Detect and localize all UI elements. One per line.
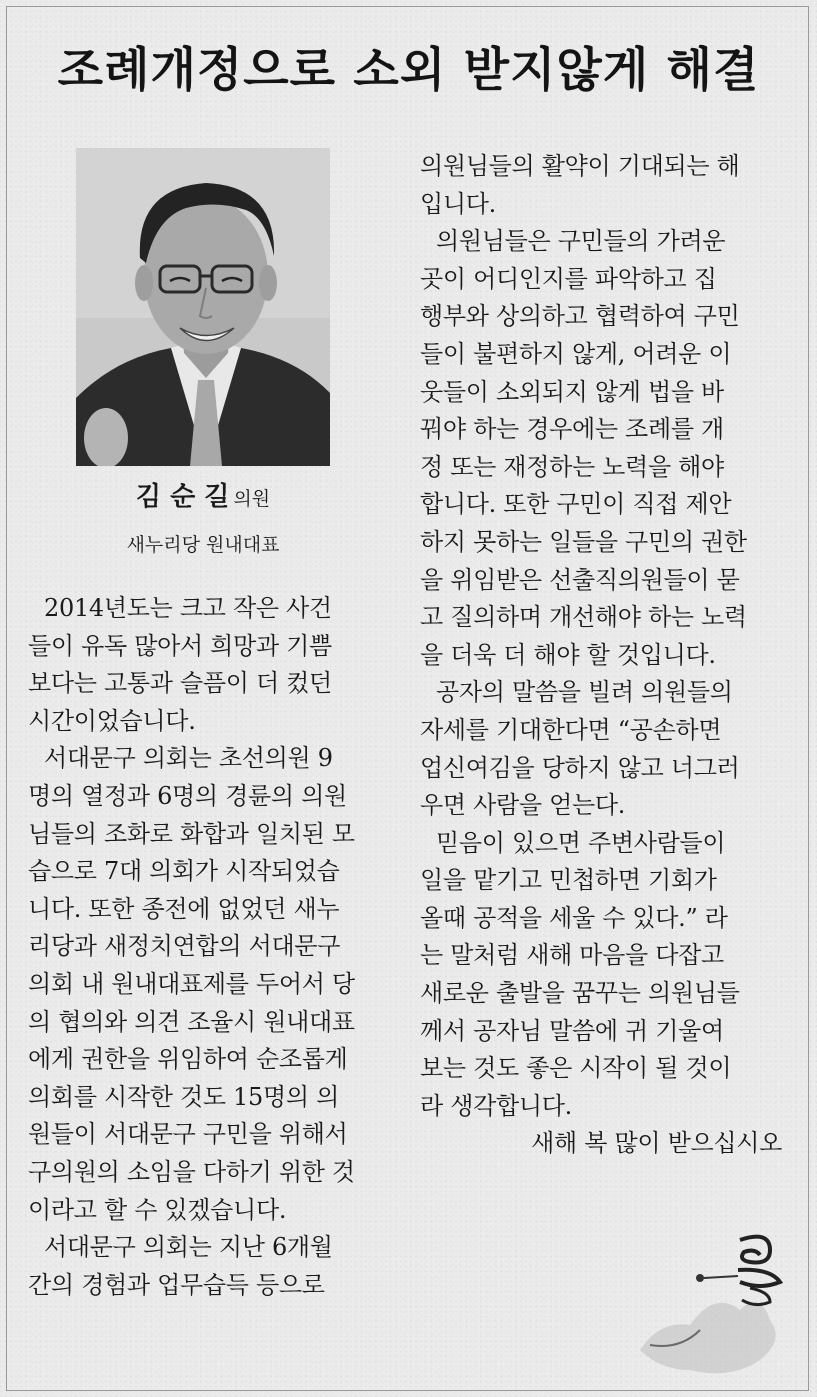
text-line: 간의 경험과 업무습득 등으로 (28, 1270, 325, 1299)
text-line: 믿음이 있으면 주변사람들이 (436, 828, 726, 857)
text-line: 행부와 상의하고 협력하여 구민 (420, 302, 740, 331)
author-role: 의원 (233, 488, 271, 510)
text-line: 을 위임받은 선출직의원들이 묻 (420, 565, 740, 594)
text-line: 합니다. 또한 구민이 직접 제안 (420, 490, 732, 519)
author-portrait-photo (76, 148, 330, 466)
text-line: 님들의 조화로 화합과 일치된 모 (28, 819, 355, 848)
text-line: 곳이 어디인지를 파악하고 집 (420, 264, 717, 293)
text-line: 2014년도는 크고 작은 사건 (44, 594, 332, 622)
text-line: 라 생각합니다. (420, 1091, 572, 1120)
author-title: 새누리당 원내대표 (126, 534, 280, 556)
text-line: 시간이었습니다. (28, 706, 196, 735)
text-line: 보다는 고통과 슬픔이 더 컸던 (28, 669, 332, 698)
text-line: 서대문구 의회는 초선의원 9 (44, 744, 333, 773)
text-line: 일을 맡기고 민첩하면 기회가 (420, 866, 717, 895)
closing-greeting: 새해 복 많이 받으십시오 (531, 1129, 782, 1158)
text-line: 명의 열정과 6명의 경륜의 의원 (28, 781, 347, 810)
text-line: 에게 권한을 위임하여 순조롭게 (28, 1045, 348, 1074)
text-line: 의회를 시작한 것도 15명의 의 (28, 1082, 339, 1111)
text-line: 습으로 7대 의회가 시작되었습 (28, 857, 340, 886)
right-text-column (420, 148, 792, 1163)
text-line: 이라고 할 수 있겠습니다. (28, 1195, 287, 1224)
text-line: 구의원의 소임을 다하기 위한 것 (28, 1157, 355, 1186)
text-line: 들이 불편하지 않게, 어려운 이 (420, 339, 732, 368)
text-line: 원들이 서대문구 구민을 위해서 (28, 1120, 348, 1149)
text-line: 새로운 출발을 꿈꾸는 의원님들 (420, 979, 740, 1008)
text-line: 의회 내 원내대표제를 두어서 당 (28, 969, 355, 998)
text-line: 자세를 기대한다면 “공손하면 (420, 715, 722, 744)
text-line: 웃들이 소외되지 않게 법을 바 (420, 377, 724, 406)
text-line: 업신여김을 당하지 않고 너그러 (420, 753, 740, 782)
text-line: 하지 못하는 일들을 구민의 권한 (420, 527, 747, 556)
text-line: 꿔야 하는 경우에는 조례를 개 (420, 415, 724, 444)
text-line: 우면 사람을 얻는다. (420, 791, 626, 820)
text-line: 올때 공적을 세울 수 있다.” 라 (420, 903, 728, 932)
text-line: 의원님들의 활약이 기대되는 해 (420, 152, 740, 180)
left-text-column (28, 590, 390, 1304)
text-line: 공자의 말씀을 빌려 의원들의 (436, 678, 733, 707)
text-line: 들이 유독 많아서 희망과 기쁨 (28, 631, 332, 660)
text-line: 입니다. (420, 189, 496, 218)
text-line: 는 말처럼 새해 마음을 다잡고 (420, 941, 724, 970)
text-line: 정 또는 재정하는 노력을 해야 (420, 452, 724, 481)
author-name-line (76, 480, 330, 516)
sheep-decoration-icon (620, 1230, 800, 1380)
text-line: 보는 것도 좋은 시작이 될 것이 (420, 1054, 732, 1083)
author-name: 김 순 길 (135, 482, 230, 512)
text-line: 의 협의와 의견 조율시 원내대표 (28, 1007, 355, 1036)
article-headline: 조례개정으로 소외 받지않게 해결 (57, 43, 760, 98)
text-line: 리당과 새정치연합의 서대문구 (28, 932, 341, 961)
text-line: 을 더욱 더 해야 할 것입니다. (420, 640, 716, 669)
text-line: 께서 공자님 말씀에 귀 기울여 (420, 1016, 724, 1045)
text-line: 서대문구 의회는 지난 6개월 (44, 1233, 333, 1262)
text-line: 의원님들은 구민들의 가려운 (436, 227, 726, 256)
text-line: 고 질의하며 개선해야 하는 노력 (420, 603, 747, 632)
text-line: 니다. 또한 종전에 없었던 새누 (28, 894, 340, 923)
